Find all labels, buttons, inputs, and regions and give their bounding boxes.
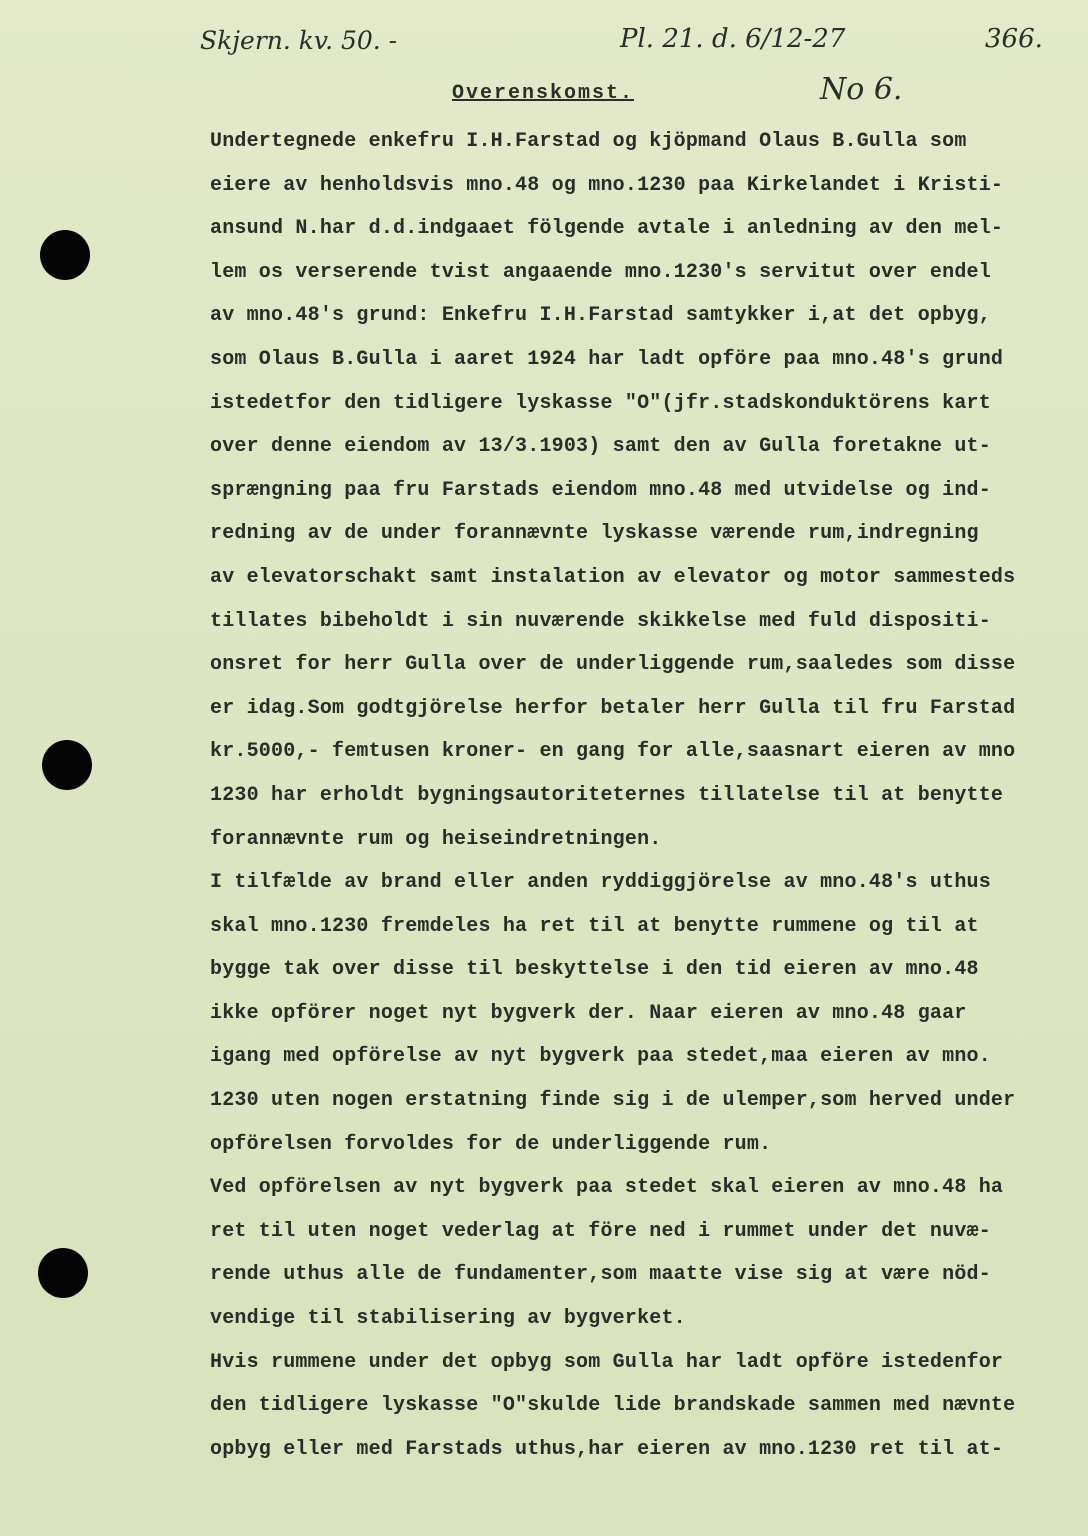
text-line: ikke opförer noget nyt bygverk der. Naar eieren av mno.48 gaar: [210, 1001, 967, 1025]
text-line: bygge tak over disse til beskyttelse i den tid eieren av mno.48: [210, 958, 979, 982]
agreement-body: [210, 120, 1070, 1471]
text-line: sprængning paa fru Farstads eiendom mno.48 med utvidelse og ind-: [210, 478, 991, 502]
text-line: opbyg eller med Farstads uthus,har eieren av mno.1230 ret til at-: [210, 1437, 1004, 1461]
text-line: Ved opförelsen av nyt bygverk paa stedet skal eieren av mno.48 ha: [210, 1176, 1004, 1200]
text-line: den tidligere lyskasse "O"skulde lide brandskade sammen med nævnte: [210, 1394, 1016, 1418]
handwritten-date-note: Pl. 21. d. 6/12-27: [620, 24, 846, 54]
handwritten-left-note: Skjern. kv. 50. -: [200, 26, 398, 55]
text-line: av mno.48's grund: Enkefru I.H.Farstad samtykker i,at det opbyg,: [210, 304, 991, 328]
text-line: istedetfor den tidligere lyskasse "O"(jfr.stadskonduktörens kart: [210, 391, 991, 415]
text-line: er idag.Som godtgjörelse herfor betaler herr Gulla til fru Farstad: [210, 696, 1016, 720]
text-line: av elevatorschakt samt instalation av elevator og motor sammesteds: [210, 565, 1016, 589]
text-line: igang med opförelse av nyt bygverk paa stedet,maa eieren av mno.: [210, 1045, 991, 1069]
text-line: eiere av henholdsvis mno.48 og mno.1230 paa Kirkelandet i Kristi-: [210, 173, 1004, 197]
document-title: Overenskomst.: [452, 82, 635, 105]
text-line: 1230 uten nogen erstatning finde sig i de ulemper,som herved under: [210, 1089, 1016, 1113]
text-line: vendige til stabilisering av bygverket.: [210, 1307, 686, 1331]
page-number: 366.: [985, 24, 1043, 54]
text-line: tillates bibeholdt i sin nuværende skikkelse med fuld dispositi-: [210, 609, 991, 633]
punch-hole-3: [38, 1248, 88, 1298]
text-line: Hvis rummene under det opbyg som Gulla har ladt opföre istedenfor: [210, 1350, 1004, 1374]
punch-hole-1: [40, 230, 90, 280]
text-line: Undertegnede enkefru I.H.Farstad og kjöpmand Olaus B.Gulla som: [210, 130, 967, 153]
text-line: skal mno.1230 fremdeles ha ret til at benytte rummene og til at: [210, 914, 979, 938]
text-line: kr.5000,- femtusen kroner- en gang for alle,saasnart eieren av mno: [210, 740, 1016, 764]
handwritten-number-note: No 6.: [820, 72, 903, 107]
text-line: ret til uten noget vederlag at före ned i rummet under det nuvæ-: [210, 1219, 991, 1243]
text-line: som Olaus B.Gulla i aaret 1924 har ladt opföre paa mno.48's grund: [210, 347, 1004, 371]
text-line: rende uthus alle de fundamenter,som maatte vise sig at være nöd-: [210, 1263, 991, 1287]
text-line: onsret for herr Gulla over de underliggende rum,saaledes som disse: [210, 653, 1016, 677]
punch-hole-2: [42, 740, 92, 790]
text-line: I tilfælde av brand eller anden ryddiggjörelse av mno.48's uthus: [210, 871, 991, 895]
text-line: opförelsen forvoldes for de underliggende rum.: [210, 1132, 772, 1156]
text-line: 1230 har erholdt bygningsautoriteternes tillatelse til at benytte: [210, 783, 1004, 807]
text-line: over denne eiendom av 13/3.1903) samt den av Gulla foretakne ut-: [210, 435, 991, 459]
text-line: redning av de under forannævnte lyskasse værende rum,indregning: [210, 522, 979, 546]
text-line: lem os verserende tvist angaaende mno.1230's servitut over endel: [210, 260, 991, 284]
text-line: forannævnte rum og heiseindretningen.: [210, 827, 662, 851]
text-line: ansund N.har d.d.indgaaet fölgende avtale i anledning av den mel-: [210, 217, 1004, 241]
